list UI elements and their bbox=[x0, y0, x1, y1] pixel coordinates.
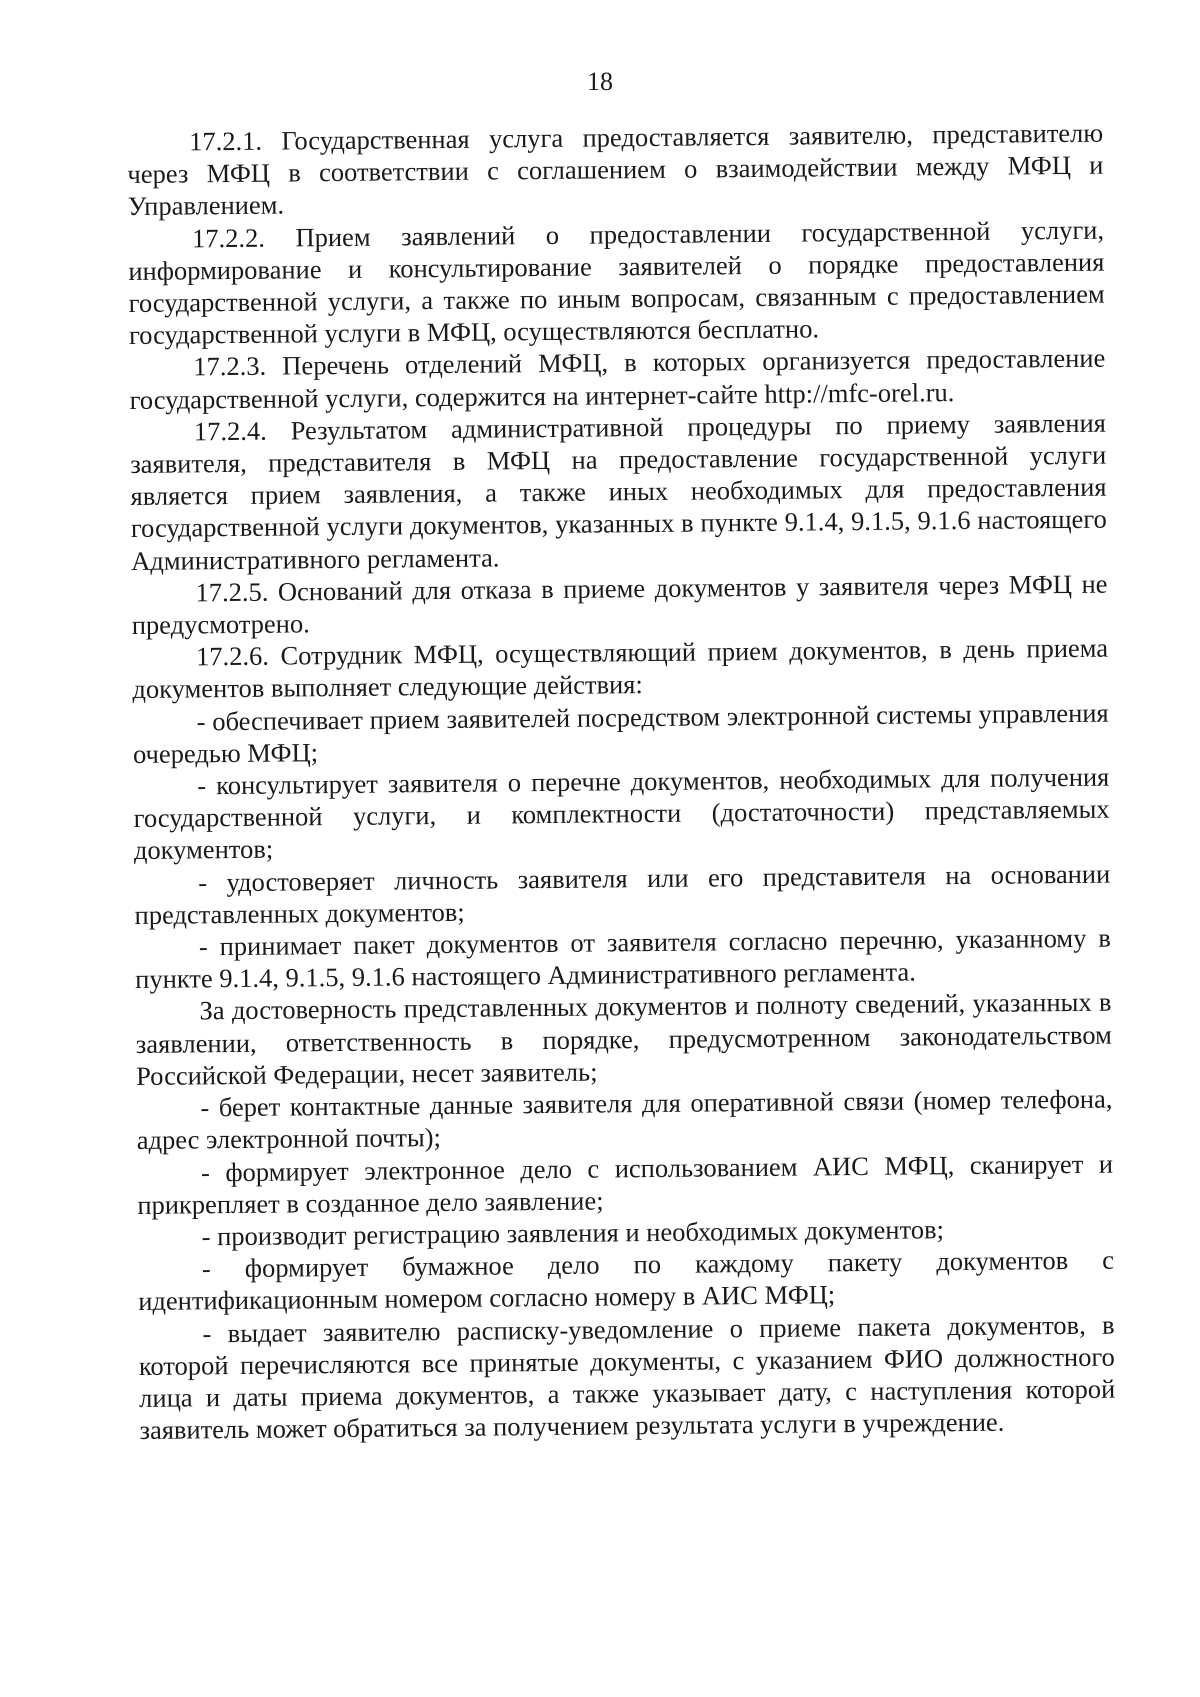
paragraph-17-2-4: 17.2.4. Результатом административной процедуры по приему заявления заявителя, представителя в МФЦ на предоставление государственной услуги является прием заявления, а также иных необходимых для предоставления государственной услуги документов, указанных в пункте 9.1.4, 9.1.5, 9.1.6 настоящего Административного регламента. bbox=[130, 407, 1107, 576]
document-body bbox=[127, 117, 1116, 1447]
list-item-receipt: - выдает заявителю расписку-уведомление о приеме пакета документов, в которой перечисляются все принятые документы, с указанием ФИО должностного лица и даты приема документов, а также указывает дату, с наступления которой заявитель может обратиться за получением результата услуги в учреждение. bbox=[138, 1309, 1116, 1446]
paragraph-17-2-2: 17.2.2. Прием заявлений о предоставлении государственной услуги, информирование и консультирование заявителей о порядке предоставления государственной услуги, а также по иным вопросам, связанным с предоставлением государственной услуги в МФЦ, осуществляются бесплатно. bbox=[128, 214, 1105, 351]
list-item-contact-data: - берет контактные данные заявителя для оперативной связи (номер телефона, адрес электронной почты); bbox=[136, 1083, 1113, 1156]
paragraph-17-2-5: 17.2.5. Оснований для отказа в приеме документов у заявителя через МФЦ не предусмотрено. bbox=[131, 568, 1108, 641]
list-item-identity-check: - удостоверяет личность заявителя или его представителя на основании представленных документов; bbox=[134, 858, 1111, 930]
paragraph-responsibility: За достоверность представленных документов и полноту сведений, указанных в заявлении, ответственность в порядке, предусмотренном законодательством Российской Федерации, несет заявитель; bbox=[135, 987, 1112, 1091]
list-item-paper-case: - формирует бумажное дело по каждому пакету документов с идентификационным номером согласно номеру в АИС МФЦ; bbox=[138, 1244, 1115, 1317]
paragraph-17-2-1: 17.2.1. Государственная услуга предоставляется заявителю, представителю через МФЦ в соответствии с соглашением о взаимодействии между МФЦ и Управлением. bbox=[127, 117, 1104, 222]
list-item-registration: - производит регистрацию заявления и необходимых документов; bbox=[201, 1214, 945, 1252]
list-item-consultation: - консультирует заявителя о перечне документов, необходимых для получения государственной услуги, и комплектности (достаточности) представляемых документов; bbox=[133, 761, 1110, 866]
paragraph-17-2-3: 17.2.3. Перечень отделений МФЦ, в которых организуется предоставление государственной услуги, содержится на интернет-сайте http://mfc-orel.ru. bbox=[129, 343, 1106, 415]
page-number: 18 bbox=[587, 67, 613, 96]
list-item-accept-package: - принимает пакет документов от заявителя согласно перечню, указанному в пункте 9.1.4, 9.1.5, 9.1.6 настоящего Административного регламента. bbox=[135, 922, 1111, 995]
paragraph-17-2-6: 17.2.6. Сотрудник МФЦ, осуществляющий прием документов, в день приема документов выполняет следующие действия: bbox=[132, 632, 1109, 705]
list-item-queue-system: - обеспечивает прием заявителей посредством электронной системы управления очередью МФЦ; bbox=[132, 697, 1109, 769]
list-item-electronic-case: - формирует электронное дело с использованием АИС МФЦ, сканирует и прикрепляет в созданное дело заявление; bbox=[137, 1148, 1114, 1220]
